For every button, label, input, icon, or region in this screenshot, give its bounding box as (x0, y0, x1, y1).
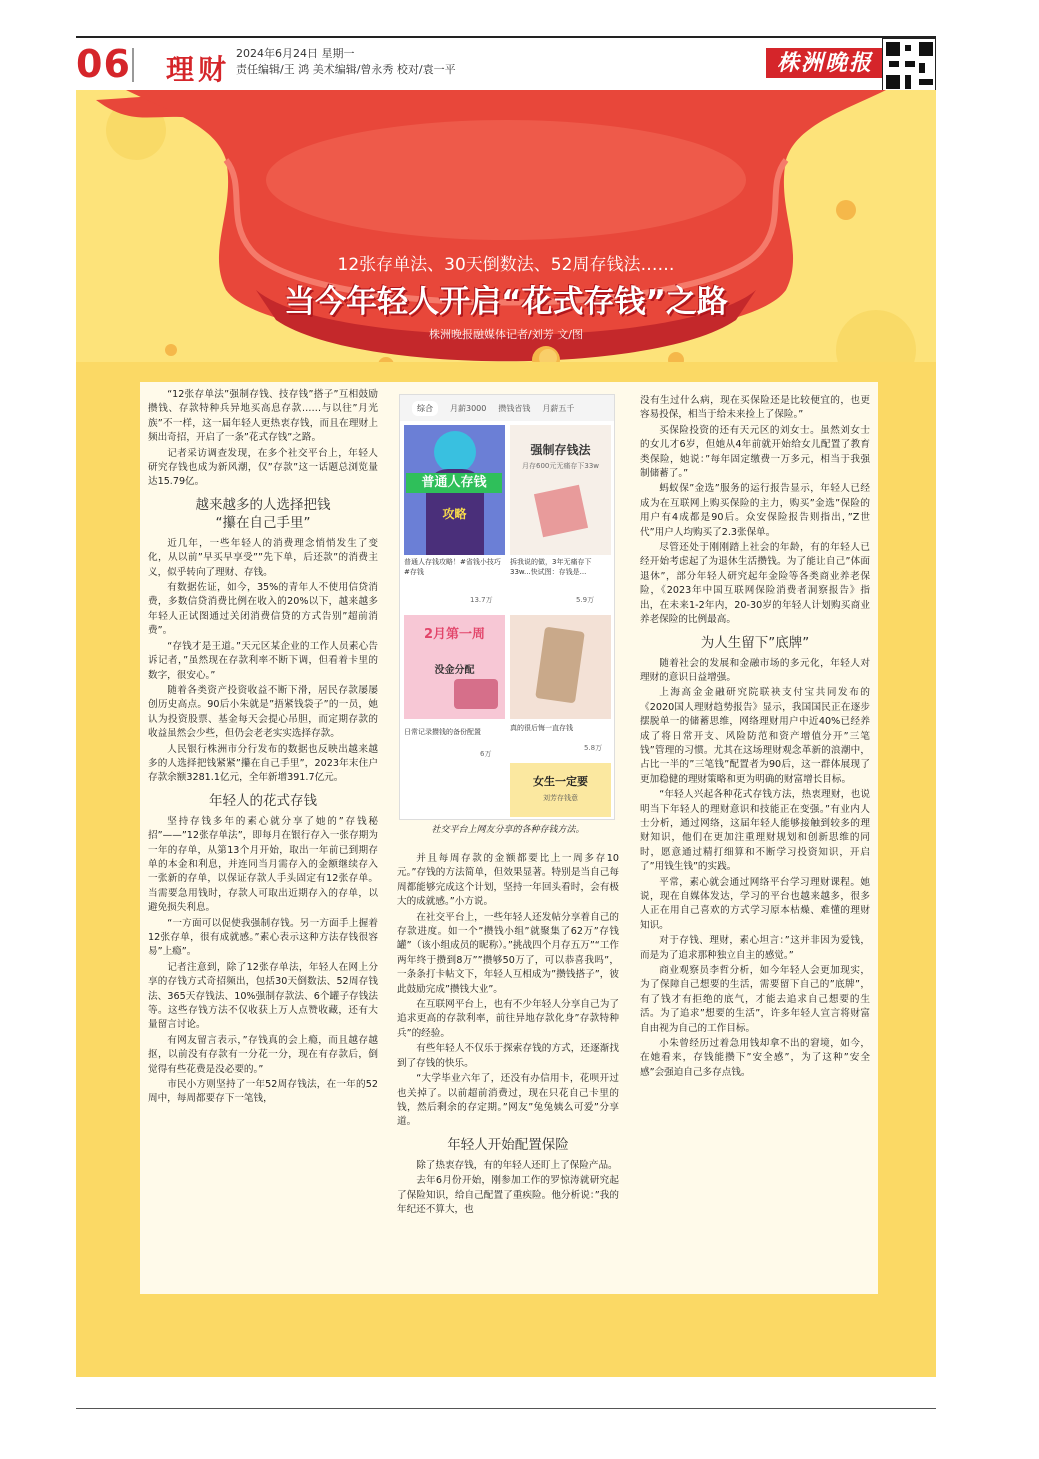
paragraph: 人民银行株洲市分行发布的数据也反映出越来越多的人选择把钱紧紧”攥在自己手里”，2023年末住户存款余额3281.1亿元，全年新增391.7亿元。 (148, 743, 378, 784)
section-heading: 年轻人开始配置保险 (447, 1136, 569, 1153)
paragraph: 有网友留言表示，”存钱真的会上瘾，而且越存越抠，以前没有存款有一分花一分，现在有存款后，倒觉得有些花费是没必要的。” (148, 1034, 378, 1075)
paragraph: 蚂蚁保”金选”服务的运行报告显示，年轻人已经成为在互联网上购买保险的主力，购买”金选”保险的用户有4成都是90后。众安保险报告则指出，”Z世代”用户人均购买了2.3张保单。 (640, 483, 870, 538)
issue-date: 2024年6月24日 星期一 (236, 47, 355, 60)
paragraph: 上海高金金融研究院联袂支付宝共同发布的《2020国人理财趋势报告》显示，我国国民正在逐步摆脱单一的储蓄思维，网络理财用户中近40%已经养成了将日常开支、风险防范和资产增值分开”三笔钱”管理的习惯。尤其在这场理财观念革新的浪潮中，占比一半的”三笔钱”配置者为90后，这一群体展现了更加稳健的理财策略和更为明确的财富增长目标。 (640, 687, 870, 785)
paragraph: 近几年，一些年轻人的消费理念悄悄发生了变化，从以前”早买早享受””先下单，后还款”的消费主义，似乎转向了理财、存钱。 (148, 537, 378, 578)
editor-credits: 责任编辑/王 鸿 美术编辑/曾永秀 校对/袁一平 (236, 63, 456, 76)
paragraph: 有数据佐证，如今，35%的青年人不使用信贷消费，多数信贷消费比例在收入的20%以下，越来越多年轻人正试图通过关闭消费信贷的方式告别”超前消费”。 (148, 582, 378, 637)
paragraph: 去年6月份开始，刚参加工作的罗惊涛就研究起了保险知识，给自己配置了重疾险。他分析说：”我的年纪还不算大，也 (397, 1175, 619, 1215)
post-card[interactable]: 普通人存钱 攻略 (404, 425, 505, 555)
article-column-2 (397, 852, 619, 1218)
post-caption: 拆我说的做，3年无痛存下33w...快试图：存钱是... (510, 558, 592, 576)
paragraph: 除了热衷存钱，有的年轻人还盯上了保险产品。 (416, 1159, 618, 1171)
post-card[interactable]: 强制存钱法 月存600元无痛存下33w (510, 425, 611, 555)
paragraph: 没有生过什么病，现在买保险还是比较便宜的，也更容易投保，相当于给未来捡上了保险。” (640, 395, 870, 421)
headline-title: 当今年轻人开启“花式存钱”之路 (284, 284, 728, 320)
paragraph: 记者采访调查发现，在多个社交平台上，年轻人研究存钱也成为新风潮，仅”存款”这一话题总浏览量达15.79亿。 (148, 447, 378, 488)
article-byline: 株洲晚报融媒体记者/刘芳 文/图 (429, 328, 583, 341)
newspaper-logo: 株洲晚报 (766, 48, 884, 78)
post-card[interactable]: 女生一定要 刘芳存钱意 (510, 763, 611, 817)
like-count: 6万 (480, 750, 492, 758)
section-heading: 为人生留下”底牌” (700, 634, 810, 651)
paragraph: 尽管还处于刚刚踏上社会的年龄，有的年轻人已经开始考虑起了为退休生活攒钱。为了能让自己”体面退休”，部分年轻人研究起年金险等各类商业养老保险，《2023年中国互联网保险消费者洞察报告》指出，在未来1-2年内，20-30岁的年轻人计划购买商业养老保险的比例最高。 (640, 542, 870, 626)
paragraph: 平常，素心就会通过网络平台学习理财课程。她说，现在自媒体发达，学习的平台也越来越多，很多人正在用自己喜欢的方式学习原本枯燥、难懂的理财知识。 (640, 876, 870, 931)
paragraph: 记者注意到，除了12张存单法，年轻人在网上分享的存钱方式奇招频出，包括30天倒数法、52周存钱法、365天存钱法、10%强制存款法、6个罐子存钱法等。这些存钱方法不仅收获上万人点赞收藏，还有大量留言讨论。 (148, 961, 378, 1031)
paragraph: “大学毕业六年了，还没有办信用卡，花呗开过也关掉了。以前超前消费过，现在只花自己卡里的钱，然后剩余的存定期。”网友”兔兔姨么可爱”分享道。 (397, 1073, 619, 1128)
photo-caption: 社交平台上网友分享的各种存钱方法。 (431, 825, 585, 835)
paragraph: “一方面可以促使我强制存钱。另一方面手上握着12张存单，很有成就感。”素心表示这种方法存钱很容易”上瘾”。 (148, 917, 378, 958)
tab-salary-3000[interactable]: 月薪3000 (450, 403, 487, 413)
paragraph: 商业观察员李哲分析，如今年轻人会更加现实，为了保障自己想要的生活，需要留下自己的”底牌”，有了钱才有拒绝的底气，才能去追求自己想要的生活。为了追求”想要的生活”，许多年轻人宣言将财富自由视为自己的工作目标。 (640, 965, 870, 1034)
page-number: 06 (76, 42, 131, 86)
post-caption: 普通人存钱攻略！#省钱小技巧 #存钱 (404, 558, 501, 576)
post-caption: 日常记录攒钱的备份配置 (404, 728, 481, 736)
post-caption: 真的很后悔一直存钱 (510, 724, 573, 732)
paragraph: 在互联网平台上，也有不少年轻人分享自己为了追求更高的存款利率，前往异地存款化身”存款特种兵”的经验。 (397, 999, 619, 1039)
paragraph: 小朱曾经历过着急用钱却拿不出的窘境，如今，在她看来，存钱能攒下”安全感”，为了这种”安全感”会强迫自己多存点钱。 (640, 1038, 870, 1078)
social-screenshot (399, 394, 615, 820)
section-name: 理财 (166, 53, 231, 86)
headline-subtitle: 12张存单法、30天倒数法、52周存钱法…… (337, 255, 675, 275)
paragraph: 坚持存钱多年的素心就分享了她的”存钱秘招”——”12张存单法”，即每月在银行存入一张存期为一年的存单，从第13个月开始，取出一年前已到期存单的本金和利息，并连同当月需存入的金额继续存入一张新的存单，以保证存款人手头固定有12张存单。当需要急用钱时，存款人可取出近期存入的存单，以避免损失利息。 (148, 815, 378, 914)
paragraph: 买保险投资的还有天元区的刘女士。虽然刘女士的女儿才6岁，但她从4年前就开始给女儿配置了教育类保险，她说：”每年固定缴费一万多元，相当于我强制储蓄了。” (640, 424, 870, 480)
section-heading: 越来越多的人选择把钱 “攥在自己手里” (195, 496, 331, 531)
paragraph: 随着各类资产投资收益不断下滑，居民存款屡屡创历史高点。90后小朱就是”捂紧钱袋子”的一员，她认为投资股票、基金每天会提心吊胆，而定期存款的收益虽然会少些，但仍会老老实实选择存款。 (148, 684, 378, 740)
paragraph: “存钱才是王道。”天元区某企业的工作人员素心告诉记者，”虽然现在存款利率不断下调，但看着卡里的数字，很安心。” (148, 640, 378, 681)
headline-banner (76, 90, 936, 390)
paragraph: “年轻人兴起各种花式存钱方法，热衷理财，也说明当下年轻人的理财意识和技能正在变强。”有业内人士分析，通过网络，这届年轻人能够接触到较多的理财知识，他们在更加注重理财规划和创新思维的同时，愿意通过精打细算和不断学习投资知识，开启了”用钱生钱”的实践。 (640, 789, 870, 873)
qr-code-icon[interactable] (882, 38, 936, 92)
paragraph: 有些年轻人不仅乐于探索存钱的方式，还逐渐找到了存钱的快乐。 (397, 1043, 619, 1069)
footer-rule (76, 1408, 936, 1409)
paragraph: 对于存钱、理财，素心坦言：”这并非因为爱钱，而是为了追求那种独立自主的感觉。” (640, 935, 870, 961)
paragraph: “12张存单法”强制存钱、技存钱”搭子”互相鼓励攒钱、存款特种兵异地买高息存款……与以往”月光族”不一样，这一届年轻人更热衷存钱，而且在理财上频出奇招，开启了一条”花式存钱”之路。 (148, 389, 378, 444)
header-separator (132, 48, 134, 82)
post-card[interactable]: 2月第一周 没金分配 (404, 615, 505, 719)
like-count: 13.7万 (470, 596, 493, 604)
app-tab-bar (400, 395, 614, 421)
article-column-3 (640, 394, 870, 1081)
article-column-1 (148, 388, 378, 1108)
like-count: 5.8万 (584, 744, 603, 752)
tab-comprehensive[interactable]: 综合 (412, 401, 438, 416)
tab-salary-5000[interactable]: 月薪五千 (542, 403, 575, 413)
paragraph: 并且每周存款的金额都要比上一周多存10元。”存钱的方法简单，但效果显著。特别是当自己每周都能够完成这个计划，坚持一年回头看时，会有极大的成就感。”小方说。 (397, 853, 619, 908)
paragraph: 随着社会的发展和金融市场的多元化，年轻人对理财的意识日益增强。 (640, 657, 870, 683)
header-meta (236, 46, 456, 78)
section-heading: 年轻人的花式存钱 (209, 792, 317, 809)
red-pouch-illustration (76, 90, 936, 390)
post-card[interactable] (510, 615, 611, 719)
paragraph: 市民小方则坚持了一年52周存钱法，在一年的52周中，每周都要存下一笔钱， (148, 1079, 378, 1105)
paragraph: 在社交平台上，一些年轻人还发帖分享着自己的存款进度。如一个”攒钱小组”就聚集了62万”存钱罐”（该小组成员的昵称）。”挑战四个月存五万”“工作两年终于攒到8万””攒够50万了，可以恭喜我吗”，一条条打卡帖文下，年轻人互相成为”攒钱搭子”，彼此鼓励完成”攒钱大业”。 (397, 911, 619, 995)
tab-save-money[interactable]: 攒钱省钱 (498, 403, 531, 413)
page-header (76, 38, 936, 90)
like-count: 5.9万 (576, 596, 595, 604)
